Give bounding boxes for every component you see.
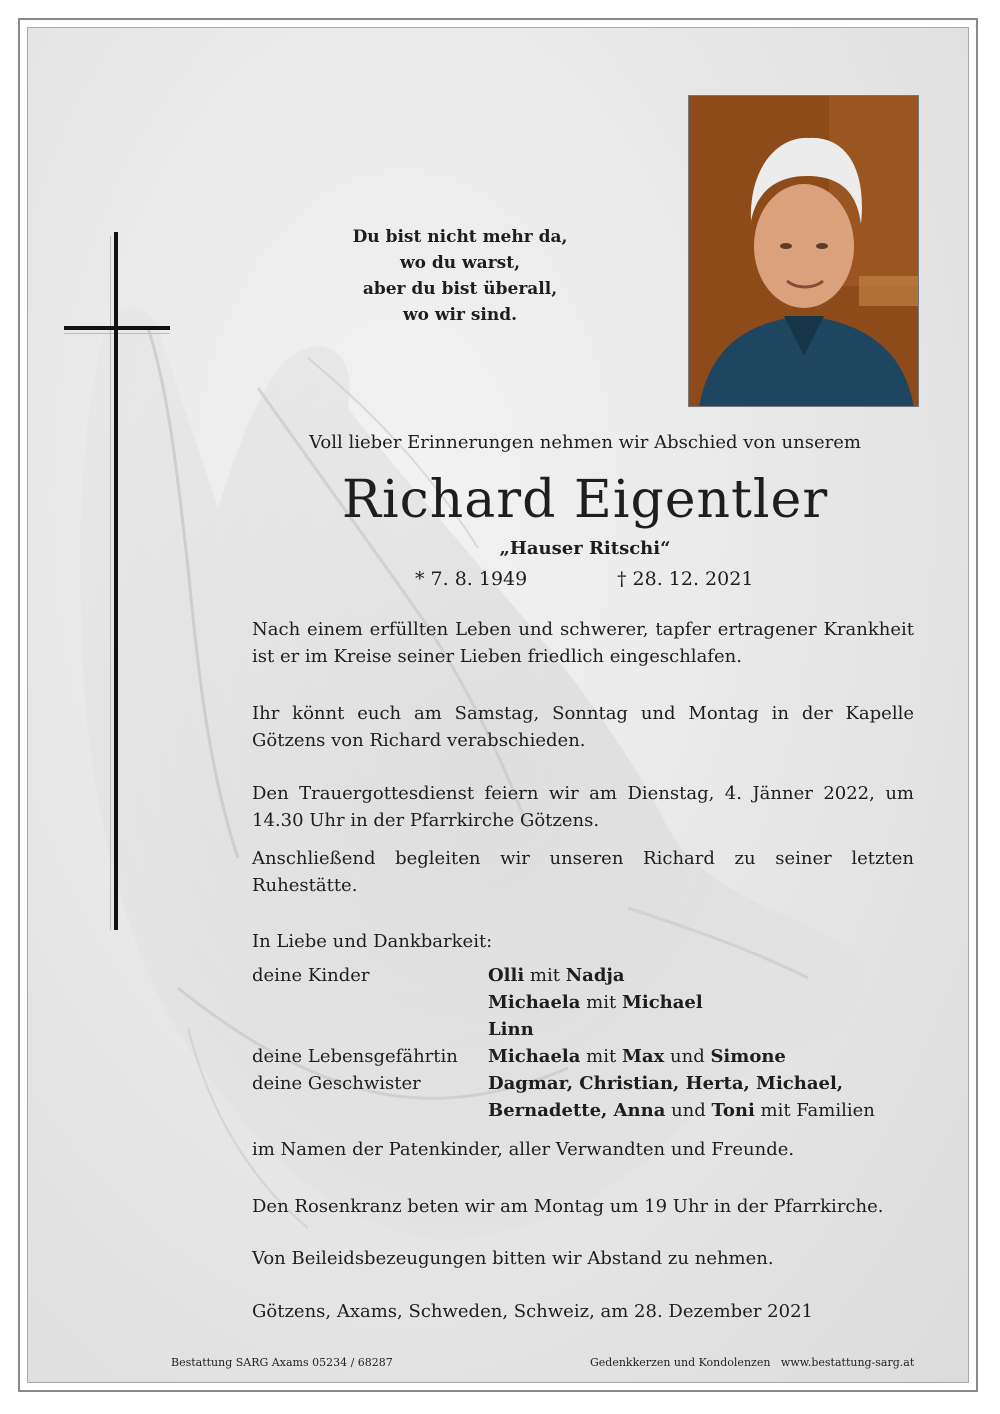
connector: und [665,1100,712,1121]
siblings-row-2 [488,1097,875,1124]
poem-line: Du bist nicht mehr da, [352,227,568,247]
connector: mit [580,1046,622,1067]
place-date-line: Götzens, Axams, Schweden, Schweiz, am 28. Dezember 2021 [252,1301,813,1322]
paragraph-burial: Anschließend begleiten wir unseren Richard zu seiner letzten Ruhestätte. [252,848,914,896]
connector: und [664,1046,711,1067]
deceased-name: Richard Eigentler [341,470,829,530]
mourners-intro: In Liebe und Dankbarkeit: [252,931,493,952]
rosary-line: Den Rosenkranz beten wir am Montag um 19 Uhr in der Pfarrkirche. [252,1196,884,1217]
name: Michaela [488,1046,581,1067]
portrait-photo [688,95,919,407]
poem-line: wo du warst, [399,253,520,273]
footer-undertaker: Bestattung SARG Axams 05234 / 68287 [171,1356,393,1369]
children-row-2 [488,989,703,1016]
siblings-label: deine Geschwister [252,1073,421,1094]
deceased-nickname: „Hauser Ritschi“ [499,538,671,559]
connector: mit Familien [754,1100,875,1121]
partner-row [488,1043,786,1070]
poem-line: wo wir sind. [402,305,518,325]
children-row-1 [488,962,625,989]
death-date: † 28. 12. 2021 [617,568,754,590]
footer-website: Gedenkkerzen und Kondolenzen www.bestattung-sarg.at [590,1356,915,1369]
name: Nadja [565,965,625,986]
siblings-row-1 [488,1070,843,1097]
children-label: deine Kinder [252,965,370,986]
connector: mit [580,992,622,1013]
name: Michaela [488,992,581,1013]
connector: mit [524,965,566,986]
name: Linn [488,1019,534,1040]
name: Simone [710,1046,786,1067]
partner-label: deine Lebensgefährtin [252,1046,458,1067]
name: Bernadette, Anna [488,1100,666,1121]
children-row-3 [488,1016,534,1043]
name: Toni [711,1100,755,1121]
name: Michael [621,992,703,1013]
poem [300,224,620,328]
name: Max [621,1046,665,1067]
paragraph-service: Den Trauergottesdienst feiern wir am Dienstag, 4. Jänner 2022, um 14.30 Uhr in der Pfarrkirche Götzens. [252,783,914,831]
name: Dagmar, Christian, Herta, Michael, [488,1073,844,1094]
birth-date: * 7. 8. 1949 [415,568,528,590]
poem-line: aber du bist überall, [362,279,558,299]
godchildren-line: im Namen der Patenkinder, aller Verwandten und Freunde. [252,1139,795,1160]
paragraph-farewell: Ihr könnt euch am Samstag, Sonntag und Montag in der Kapelle Götzens von Richard verabschieden. [252,703,914,751]
intro-text: Voll lieber Erinnerungen nehmen wir Abschied von unserem [309,432,861,453]
name: Olli [488,965,525,986]
paragraph-life: Nach einem erfüllten Leben und schwerer, tapfer ertragener Krankheit ist er im Kreise seiner Lieben friedlich eingeschlafen. [252,619,914,667]
condolences-line: Von Beileidsbezeugungen bitten wir Abstand zu nehmen. [252,1248,774,1269]
